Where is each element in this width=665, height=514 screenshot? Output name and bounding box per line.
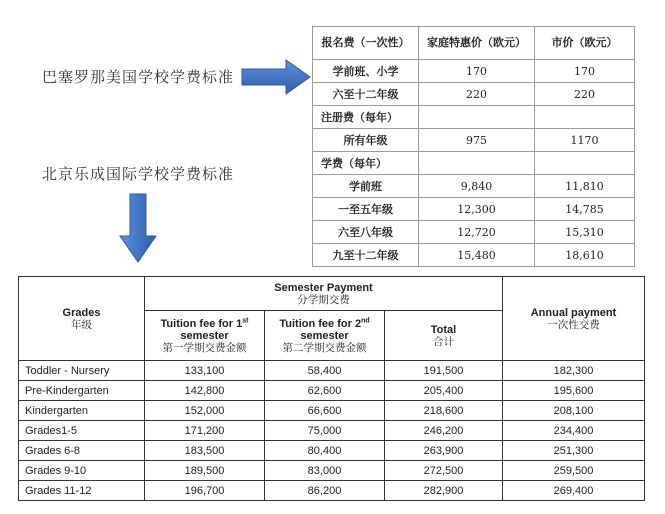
- table-row: [19, 481, 645, 501]
- table-row: [19, 461, 645, 481]
- table-row: [19, 441, 645, 461]
- barcelona-fee-table: [312, 26, 635, 267]
- grade-label: 六至八年级: [313, 221, 419, 244]
- beijing-label: 北京乐成国际学校学费标准: [42, 165, 235, 183]
- grade-cell: Grades 6-8: [19, 441, 145, 461]
- grades-header: Grades 年级: [19, 277, 145, 361]
- tuition-second-semester-header: Tuition fee for 2nd semester 第二学期交费金额: [265, 311, 385, 361]
- first-semester-cell: 183,500: [145, 441, 265, 461]
- first-semester-cell: 171,200: [145, 421, 265, 441]
- table-cell: [419, 152, 535, 175]
- column-header: 市价（欧元）: [535, 27, 635, 60]
- market-price-cell: 220: [535, 83, 635, 106]
- column-header: 报名费（一次性）: [313, 27, 419, 60]
- family-price-cell: 15,480: [419, 244, 535, 267]
- table-row: [313, 60, 635, 83]
- table-header-row: [19, 277, 645, 311]
- table-row: [313, 152, 635, 175]
- grade-cell: Kindergarten: [19, 401, 145, 421]
- grade-label: 六至十二年级: [313, 83, 419, 106]
- grade-cell: Grades 11-12: [19, 481, 145, 501]
- table-cell: [419, 106, 535, 129]
- first-semester-cell: 142,800: [145, 381, 265, 401]
- table-row: [313, 244, 635, 267]
- annual-payment-header: Annual payment 一次性交费: [503, 277, 645, 361]
- family-price-cell: 12,720: [419, 221, 535, 244]
- table-row: [19, 381, 645, 401]
- column-header: 家庭特惠价（欧元）: [419, 27, 535, 60]
- market-price-cell: 18,610: [535, 244, 635, 267]
- table-row: [19, 421, 645, 441]
- first-semester-cell: 189,500: [145, 461, 265, 481]
- table-header-row: [313, 27, 635, 60]
- table-row: [313, 198, 635, 221]
- total-cell: 246,200: [385, 421, 503, 441]
- total-header: Total 合计: [385, 311, 503, 361]
- market-price-cell: 170: [535, 60, 635, 83]
- arrow-right-icon: [240, 58, 312, 96]
- annual-cell: 259,500: [503, 461, 645, 481]
- table-row: [19, 401, 645, 421]
- grade-label: 一至五年级: [313, 198, 419, 221]
- section-label: 学费（每年）: [313, 152, 419, 175]
- annual-cell: 208,100: [503, 401, 645, 421]
- market-price-cell: 11,810: [535, 175, 635, 198]
- section-label: 注册费（每年）: [313, 106, 419, 129]
- annual-cell: 234,400: [503, 421, 645, 441]
- grade-label: 学前班、小学: [313, 60, 419, 83]
- market-price-cell: 14,785: [535, 198, 635, 221]
- second-semester-cell: 58,400: [265, 361, 385, 381]
- first-semester-cell: 196,700: [145, 481, 265, 501]
- first-semester-cell: 152,000: [145, 401, 265, 421]
- second-semester-cell: 86,200: [265, 481, 385, 501]
- grade-label: 学前班: [313, 175, 419, 198]
- family-price-cell: 9,840: [419, 175, 535, 198]
- grade-cell: Toddler - Nursery: [19, 361, 145, 381]
- annual-cell: 251,300: [503, 441, 645, 461]
- semester-payment-header: Semester Payment 分学期交费: [145, 277, 503, 311]
- second-semester-cell: 75,000: [265, 421, 385, 441]
- family-price-cell: 170: [419, 60, 535, 83]
- grade-label: 所有年级: [313, 129, 419, 152]
- table-row: [313, 106, 635, 129]
- grade-label: 九至十二年级: [313, 244, 419, 267]
- family-price-cell: 12,300: [419, 198, 535, 221]
- total-cell: 282,900: [385, 481, 503, 501]
- second-semester-cell: 66,600: [265, 401, 385, 421]
- family-price-cell: 975: [419, 129, 535, 152]
- annual-cell: 195,600: [503, 381, 645, 401]
- tuition-first-semester-header: Tuition fee for 1st semester 第一学期交费金额: [145, 311, 265, 361]
- market-price-cell: 15,310: [535, 221, 635, 244]
- barcelona-label: 巴塞罗那美国学校学费标准: [42, 68, 235, 86]
- second-semester-cell: 80,400: [265, 441, 385, 461]
- second-semester-cell: 83,000: [265, 461, 385, 481]
- table-cell: [535, 106, 635, 129]
- family-price-cell: 220: [419, 83, 535, 106]
- grade-cell: Grades1-5: [19, 421, 145, 441]
- market-price-cell: 1170: [535, 129, 635, 152]
- total-cell: 205,400: [385, 381, 503, 401]
- annual-cell: 269,400: [503, 481, 645, 501]
- table-row: [313, 83, 635, 106]
- total-cell: 218,600: [385, 401, 503, 421]
- table-row: [19, 361, 645, 381]
- grade-cell: Pre-Kindergarten: [19, 381, 145, 401]
- total-cell: 263,900: [385, 441, 503, 461]
- table-cell: [535, 152, 635, 175]
- arrow-down-icon: [118, 192, 158, 264]
- table-row: [313, 129, 635, 152]
- table-row: [313, 221, 635, 244]
- total-cell: 191,500: [385, 361, 503, 381]
- annual-cell: 182,300: [503, 361, 645, 381]
- table-row: [313, 175, 635, 198]
- first-semester-cell: 133,100: [145, 361, 265, 381]
- grade-cell: Grades 9-10: [19, 461, 145, 481]
- second-semester-cell: 62,600: [265, 381, 385, 401]
- beijing-fee-table: [18, 276, 645, 501]
- total-cell: 272,500: [385, 461, 503, 481]
